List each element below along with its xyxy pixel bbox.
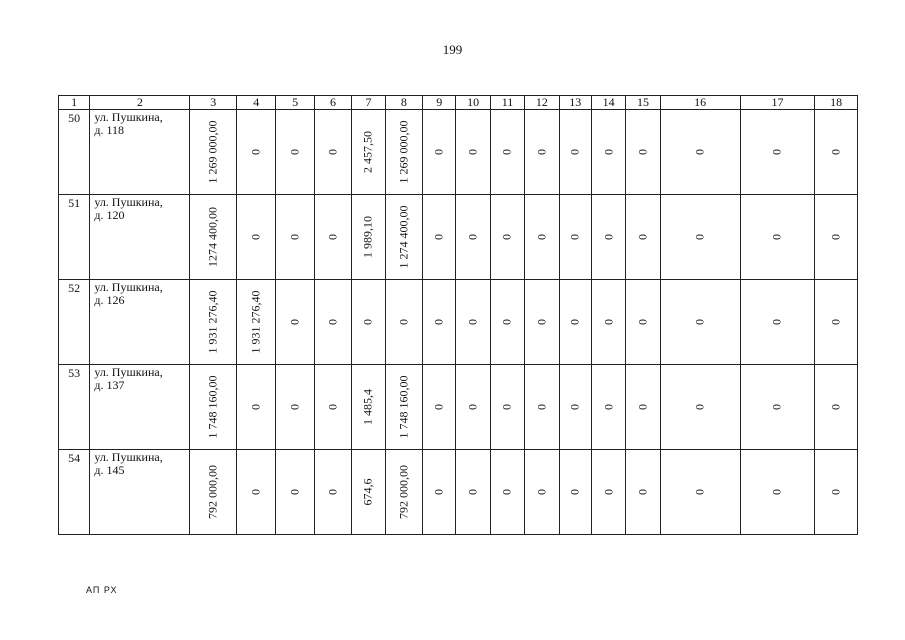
address-line-house: д. 145 [94, 463, 125, 477]
cell-value: 0 [769, 489, 784, 495]
address-cell [90, 450, 190, 535]
value-cell [236, 195, 275, 280]
value-cell [314, 450, 351, 535]
cell-value: 0 [828, 489, 843, 495]
cell-value: 0 [769, 319, 784, 325]
value-cell [456, 280, 490, 365]
cell-value: 0 [396, 319, 411, 325]
column-header: 2 [90, 96, 190, 110]
value-cell [276, 110, 314, 195]
value-cell [236, 365, 275, 450]
cell-value: 0 [465, 319, 480, 325]
column-header: 11 [490, 96, 524, 110]
column-header: 16 [660, 96, 740, 110]
cell-value: 0 [431, 489, 446, 495]
value-cell [740, 195, 815, 280]
cell-value: 0 [534, 319, 549, 325]
cell-value: 0 [325, 149, 340, 155]
column-header: 14 [591, 96, 625, 110]
cell-value: 0 [692, 319, 707, 325]
column-header: 17 [740, 96, 815, 110]
cell-value: 0 [287, 234, 302, 240]
value-cell [423, 450, 456, 535]
cell-value: 0 [534, 234, 549, 240]
column-header: 9 [423, 96, 456, 110]
value-cell [314, 110, 351, 195]
value-cell [815, 280, 858, 365]
value-cell [626, 365, 660, 450]
table-row [59, 365, 858, 450]
cell-value: 0 [431, 404, 446, 410]
value-cell [385, 450, 422, 535]
address-line-street: ул. Пушкина, [94, 110, 163, 124]
value-cell [660, 195, 740, 280]
value-cell [352, 365, 385, 450]
cell-value: 0 [287, 489, 302, 495]
cell-value: 0 [248, 234, 263, 240]
column-header: 18 [815, 96, 858, 110]
value-cell [190, 450, 237, 535]
cell-value: 792 000,00 [205, 465, 220, 519]
cell-value: 0 [248, 149, 263, 155]
cell-value: 1 485,4 [360, 389, 375, 425]
cell-value: 0 [534, 404, 549, 410]
value-cell [591, 110, 625, 195]
column-header: 10 [456, 96, 490, 110]
value-cell [660, 110, 740, 195]
cell-value: 0 [360, 319, 375, 325]
value-cell [559, 110, 591, 195]
column-header: 12 [525, 96, 559, 110]
value-cell [276, 280, 314, 365]
value-cell [559, 280, 591, 365]
value-cell [456, 365, 490, 450]
row-number: 51 [59, 195, 90, 280]
value-cell [490, 365, 524, 450]
cell-value: 0 [248, 489, 263, 495]
value-cell [385, 365, 422, 450]
cell-value: 0 [635, 319, 650, 325]
value-cell [236, 110, 275, 195]
column-header: 13 [559, 96, 591, 110]
value-cell [490, 195, 524, 280]
value-cell [740, 450, 815, 535]
address-cell [90, 365, 190, 450]
value-cell [314, 195, 351, 280]
value-cell [236, 450, 275, 535]
cell-value: 1 748 160,00 [396, 375, 411, 439]
cell-value: 0 [828, 149, 843, 155]
value-cell [490, 110, 524, 195]
cell-value: 0 [287, 149, 302, 155]
value-cell [559, 195, 591, 280]
value-cell [276, 365, 314, 450]
cell-value: 0 [635, 404, 650, 410]
value-cell [490, 280, 524, 365]
cell-value: 0 [465, 404, 480, 410]
cell-value: 792 000,00 [396, 465, 411, 519]
cell-value: 0 [287, 404, 302, 410]
address-cell [90, 195, 190, 280]
value-cell [385, 110, 422, 195]
cell-value: 2 457,50 [360, 131, 375, 173]
value-cell [190, 110, 237, 195]
cell-value: 1 748 160,00 [205, 375, 220, 439]
cell-value: 0 [465, 234, 480, 240]
cell-value: 1 269 000,00 [396, 120, 411, 184]
table-row [59, 280, 858, 365]
cell-value: 0 [692, 404, 707, 410]
cell-value: 0 [567, 404, 582, 410]
address-line-house: д. 120 [94, 208, 125, 222]
cell-value: 1 931 276,40 [205, 290, 220, 354]
value-cell [352, 280, 385, 365]
cell-value: 0 [248, 404, 263, 410]
address-line-house: д. 137 [94, 378, 125, 392]
cell-value: 0 [465, 149, 480, 155]
cell-value: 0 [534, 489, 549, 495]
value-cell [660, 450, 740, 535]
cell-value: 0 [635, 149, 650, 155]
address-line-street: ул. Пушкина, [94, 450, 163, 464]
data-table [58, 95, 858, 535]
cell-value: 0 [828, 404, 843, 410]
value-cell [352, 195, 385, 280]
cell-value: 0 [431, 234, 446, 240]
cell-value: 0 [769, 234, 784, 240]
address-line-street: ул. Пушкина, [94, 365, 163, 379]
value-cell [314, 365, 351, 450]
row-number: 54 [59, 450, 90, 535]
value-cell [559, 365, 591, 450]
value-cell [525, 195, 559, 280]
column-header: 4 [236, 96, 275, 110]
cell-value: 0 [567, 149, 582, 155]
table-row [59, 450, 858, 535]
row-number: 52 [59, 280, 90, 365]
value-cell [591, 450, 625, 535]
address-cell [90, 110, 190, 195]
value-cell [190, 280, 237, 365]
column-header: 5 [276, 96, 314, 110]
table-row [59, 110, 858, 195]
cell-value: 1 931 276,40 [248, 290, 263, 354]
cell-value: 0 [601, 234, 616, 240]
value-cell [626, 450, 660, 535]
value-cell [525, 280, 559, 365]
value-cell [660, 280, 740, 365]
cell-value: 1 274 400,00 [396, 205, 411, 269]
cell-value: 0 [692, 234, 707, 240]
cell-value: 1 989,10 [360, 216, 375, 258]
address-cell [90, 280, 190, 365]
page-number: 199 [442, 42, 463, 57]
row-number: 53 [59, 365, 90, 450]
cell-value: 0 [601, 319, 616, 325]
row-number: 50 [59, 110, 90, 195]
cell-value: 0 [534, 149, 549, 155]
address-line-street: ул. Пушкина, [94, 280, 163, 294]
cell-value: 1274 400,00 [205, 207, 220, 267]
value-cell [385, 195, 422, 280]
cell-value: 0 [828, 319, 843, 325]
value-cell [423, 195, 456, 280]
address-line-house: д. 126 [94, 293, 125, 307]
value-cell [740, 110, 815, 195]
value-cell [423, 280, 456, 365]
column-header: 8 [385, 96, 422, 110]
value-cell [740, 280, 815, 365]
value-cell [525, 365, 559, 450]
value-cell [190, 195, 237, 280]
cell-value: 0 [499, 319, 514, 325]
column-header: 1 [59, 96, 90, 110]
value-cell [385, 280, 422, 365]
column-header: 7 [352, 96, 385, 110]
address-line-house: д. 118 [94, 123, 125, 137]
value-cell [740, 365, 815, 450]
cell-value: 0 [567, 319, 582, 325]
value-cell [423, 365, 456, 450]
cell-value: 674,6 [360, 478, 375, 506]
value-cell [591, 280, 625, 365]
cell-value: 0 [325, 234, 340, 240]
value-cell [352, 110, 385, 195]
value-cell [423, 110, 456, 195]
column-header: 6 [314, 96, 351, 110]
value-cell [591, 195, 625, 280]
value-cell [815, 110, 858, 195]
cell-value: 0 [601, 489, 616, 495]
value-cell [276, 450, 314, 535]
cell-value: 1 269 000,00 [205, 120, 220, 184]
column-header: 3 [190, 96, 237, 110]
cell-value: 0 [499, 489, 514, 495]
value-cell [525, 110, 559, 195]
value-cell [490, 450, 524, 535]
value-cell [456, 450, 490, 535]
value-cell [660, 365, 740, 450]
cell-value: 0 [499, 404, 514, 410]
value-cell [626, 110, 660, 195]
cell-value: 0 [431, 149, 446, 155]
cell-value: 0 [692, 149, 707, 155]
cell-value: 0 [567, 489, 582, 495]
cell-value: 0 [465, 489, 480, 495]
value-cell [626, 280, 660, 365]
cell-value: 0 [635, 489, 650, 495]
table-row [59, 195, 858, 280]
cell-value: 0 [431, 319, 446, 325]
value-cell [815, 365, 858, 450]
cell-value: 0 [635, 234, 650, 240]
cell-value: 0 [287, 319, 302, 325]
cell-value: 0 [499, 234, 514, 240]
column-header: 15 [626, 96, 660, 110]
address-line-street: ул. Пушкина, [94, 195, 163, 209]
cell-value: 0 [601, 149, 616, 155]
cell-value: 0 [828, 234, 843, 240]
value-cell [815, 450, 858, 535]
cell-value: 0 [692, 489, 707, 495]
cell-value: 0 [325, 489, 340, 495]
header-row [59, 96, 858, 110]
value-cell [626, 195, 660, 280]
cell-value: 0 [325, 319, 340, 325]
value-cell [352, 450, 385, 535]
value-cell [591, 365, 625, 450]
cell-value: 0 [769, 404, 784, 410]
cell-value: 0 [567, 234, 582, 240]
value-cell [559, 450, 591, 535]
value-cell [190, 365, 237, 450]
cell-value: 0 [769, 149, 784, 155]
value-cell [276, 195, 314, 280]
value-cell [236, 280, 275, 365]
cell-value: 0 [325, 404, 340, 410]
cell-value: 0 [499, 149, 514, 155]
footer-mark: АП РХ [86, 585, 118, 595]
value-cell [456, 110, 490, 195]
value-cell [525, 450, 559, 535]
value-cell [314, 280, 351, 365]
value-cell [456, 195, 490, 280]
cell-value: 0 [601, 404, 616, 410]
value-cell [815, 195, 858, 280]
